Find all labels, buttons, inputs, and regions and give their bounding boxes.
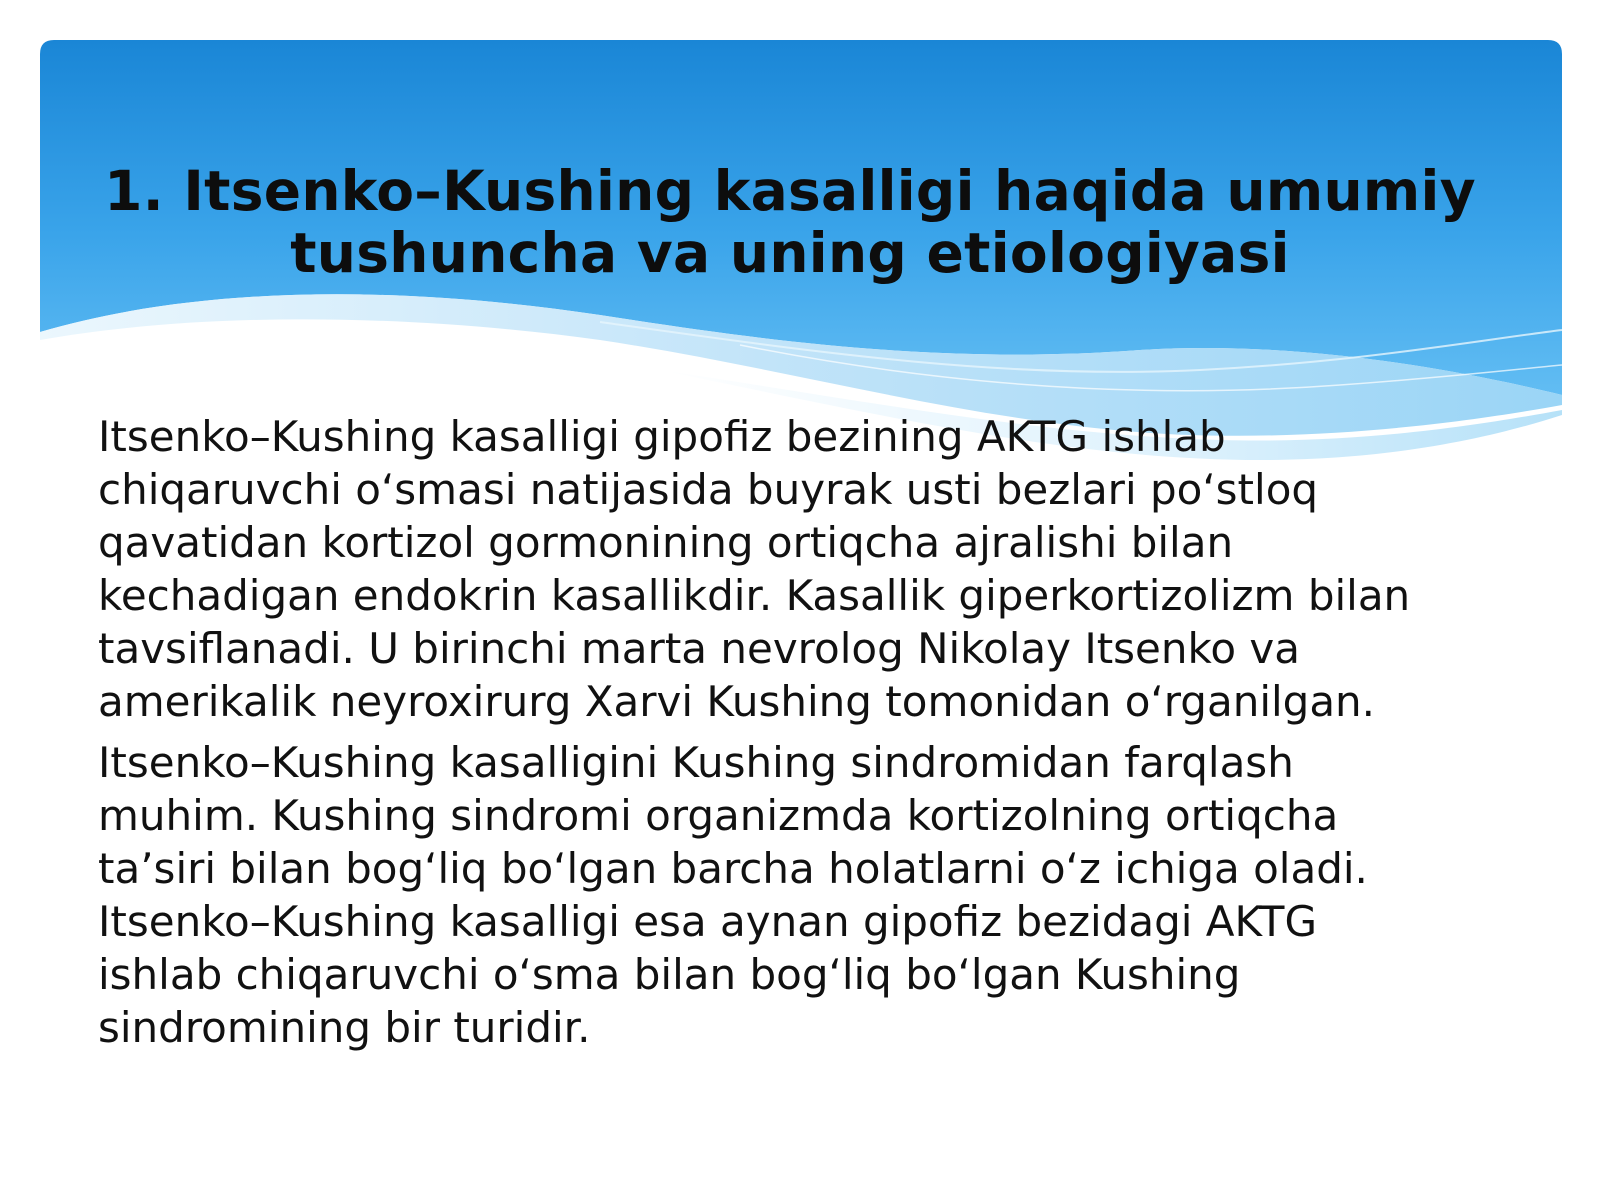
- slide-title: 1. Itsenko–Kushing kasalligi haqida umumiy tushuncha va uning etiologiyasi: [104, 159, 1476, 285]
- body-paragraph-2: Itsenko–Kushing kasalligini Kushing sindromidan farqlash muhim. Kushing sindromi organizmda kortizolning ortiqcha ta’siri bilan bog‘liq bo‘lgan barcha holatlarni o‘z ichiga oladi. Itsenko–Kushing kasalligi esa aynan gipofiz bezidagi AKTG ishlab chiqaruvchi o‘sma bilan bog‘liq bo‘lgan Kushing sindromining bir turidir.: [98, 738, 1368, 1052]
- body-paragraph-1: Itsenko–Kushing kasalligi gipofiz bezining AKTG ishlab chiqaruvchi o‘smasi natijasida buyrak usti bezlari po‘stloq qavatidan kortizol gormonining ortiqcha ajralishi bilan kechadigan endokrin kasallikdir. Kasallik giperkortizolizm bilan tavsiflanadi. U birinchi marta nevrolog Nikolay Itsenko va amerikalik neyroxirurg Xarvi Kushing tomonidan o‘rganilgan.: [98, 412, 1411, 726]
- slide-body: [98, 410, 1558, 1062]
